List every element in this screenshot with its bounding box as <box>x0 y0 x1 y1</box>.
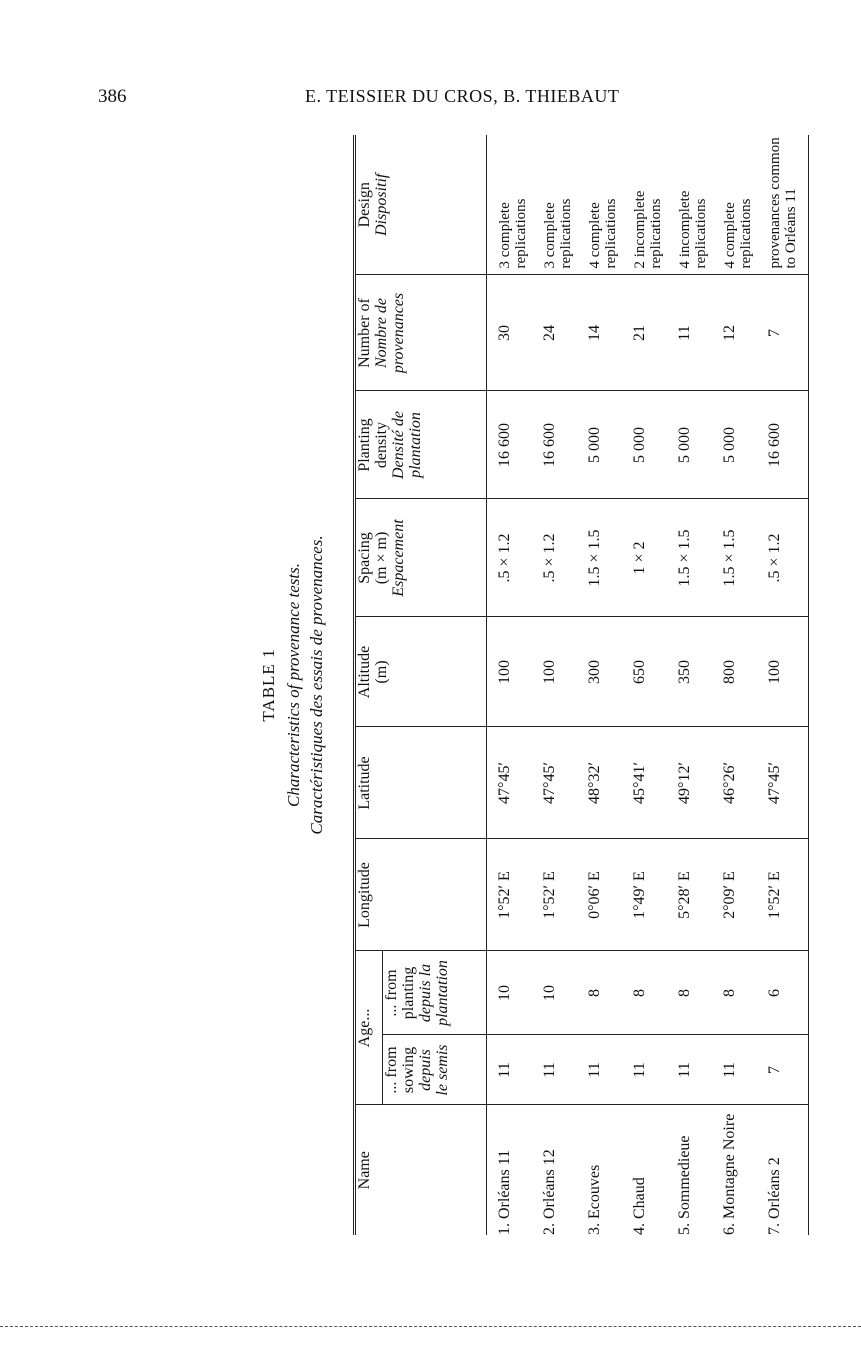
cell-name: 4. Chaud <box>631 1177 648 1235</box>
cell-number: 11 <box>667 275 712 391</box>
cell-altitude: 100 <box>757 617 809 727</box>
cell-altitude: 650 <box>622 617 667 727</box>
cell-sowing: 11 <box>622 1035 667 1105</box>
rotated-table-block <box>259 135 799 1235</box>
cell-design: 4 incomplete replications <box>667 135 712 275</box>
cell-longitude: 0°06′ E <box>577 839 622 951</box>
header-design: Design Dispositif <box>355 135 487 275</box>
cell-density: 16 600 <box>532 391 577 499</box>
table-row <box>532 135 577 1235</box>
header-altitude: Altitude (m) <box>355 617 487 727</box>
cell-sowing: 11 <box>712 1035 757 1105</box>
cell-altitude: 300 <box>577 617 622 727</box>
running-head-authors: E. TEISSIER DU CROS, B. THIEBAUT <box>305 86 620 106</box>
cell-name: 2. Orléans 12 <box>541 1149 558 1235</box>
header-age-planting: ... from planting depuis la plantation <box>383 951 487 1035</box>
cell-longitude: 2°09′ E <box>712 839 757 951</box>
header-latitude: Latitude <box>355 727 487 839</box>
cell-latitude: 47°45′ <box>532 727 577 839</box>
cell-latitude: 47°45′ <box>487 727 533 839</box>
cell-design: 3 complete replications <box>487 135 533 275</box>
header-age-group: Age... <box>355 951 383 1105</box>
cell-sowing: 11 <box>532 1035 577 1105</box>
cell-density: 16 600 <box>757 391 809 499</box>
page-bottom-rule <box>0 1326 861 1327</box>
cell-name: 7. Orléans 2 <box>757 1105 809 1235</box>
cell-name: 6. Montagne Noire <box>721 1113 738 1235</box>
cell-number: 14 <box>577 275 622 391</box>
cell-spacing: 1.5 × 1.5 <box>577 499 622 617</box>
table-row <box>757 135 809 1235</box>
cell-name: 3. Ecouves <box>586 1164 603 1235</box>
header-spacing: Spacing (m × m) Espacement <box>355 499 487 617</box>
cell-planting: 10 <box>532 951 577 1035</box>
cell-design: 3 complete replications <box>532 135 577 275</box>
cell-latitude: 45°41′ <box>622 727 667 839</box>
header-row-top <box>355 135 383 1235</box>
header-age-sowing: ... from sowing depuis le semis <box>383 1035 487 1105</box>
provenance-table <box>353 135 809 1235</box>
cell-density: 16 600 <box>487 391 533 499</box>
cell-altitude: 100 <box>487 617 533 727</box>
cell-longitude: 1°52′ E <box>757 839 809 951</box>
cell-number: 21 <box>622 275 667 391</box>
table-label: TABLE 1 <box>259 648 278 722</box>
cell-design: 4 complete replications <box>712 135 757 275</box>
cell-altitude: 350 <box>667 617 712 727</box>
cell-planting: 8 <box>622 951 667 1035</box>
table-title-english: Characteristics of provenance tests. <box>284 563 303 807</box>
cell-longitude: 1°52′ E <box>532 839 577 951</box>
table-row <box>622 135 667 1235</box>
cell-longitude: 1°49′ E <box>622 839 667 951</box>
cell-design: provenances common to Orléans 11 <box>757 135 809 275</box>
table-row <box>712 135 757 1235</box>
cell-altitude: 800 <box>712 617 757 727</box>
cell-spacing: 1.5 × 1.5 <box>667 499 712 617</box>
cell-spacing: .5 × 1.2 <box>532 499 577 617</box>
table-row <box>667 135 712 1235</box>
cell-density: 5 000 <box>577 391 622 499</box>
cell-number: 24 <box>532 275 577 391</box>
cell-spacing: .5 × 1.2 <box>487 499 533 617</box>
table-row <box>577 135 622 1235</box>
cell-longitude: 5°28′ E <box>667 839 712 951</box>
table-row <box>487 135 533 1235</box>
cell-sowing: 11 <box>487 1035 533 1105</box>
cell-latitude: 48°32′ <box>577 727 622 839</box>
cell-latitude: 47°45′ <box>757 727 809 839</box>
cell-density: 5 000 <box>667 391 712 499</box>
cell-name: 1. Orléans 11 <box>496 1149 513 1235</box>
cell-number: 12 <box>712 275 757 391</box>
page-number: 386 <box>98 86 127 107</box>
cell-planting: 8 <box>712 951 757 1035</box>
header-name: Name <box>355 1105 487 1235</box>
header-density: Planting density Densité de plantation <box>355 391 487 499</box>
table-title-french: Caractéristiques des essais de provenances. <box>307 535 326 835</box>
cell-planting: 8 <box>667 951 712 1035</box>
cell-spacing: .5 × 1.2 <box>757 499 809 617</box>
cell-density: 5 000 <box>622 391 667 499</box>
cell-latitude: 46°26′ <box>712 727 757 839</box>
cell-sowing: 11 <box>577 1035 622 1105</box>
header-number: Number of Nombre de provenances <box>355 275 487 391</box>
cell-planting: 10 <box>487 951 533 1035</box>
cell-number: 7 <box>757 275 809 391</box>
cell-altitude: 100 <box>532 617 577 727</box>
cell-planting: 6 <box>757 951 809 1035</box>
cell-spacing: 1 × 2 <box>622 499 667 617</box>
cell-number: 30 <box>487 275 533 391</box>
cell-spacing: 1.5 × 1.5 <box>712 499 757 617</box>
cell-sowing: 7 <box>757 1035 809 1105</box>
cell-density: 5 000 <box>712 391 757 499</box>
cell-design: 4 complete replications <box>577 135 622 275</box>
cell-longitude: 1°52′ E <box>487 839 533 951</box>
cell-design: 2 incomplete replications <box>622 135 667 275</box>
cell-sowing: 11 <box>667 1035 712 1105</box>
cell-name: 5. Sommedieue <box>676 1135 693 1235</box>
cell-latitude: 49°12′ <box>667 727 712 839</box>
cell-planting: 8 <box>577 951 622 1035</box>
header-longitude: Longitude <box>355 839 487 951</box>
